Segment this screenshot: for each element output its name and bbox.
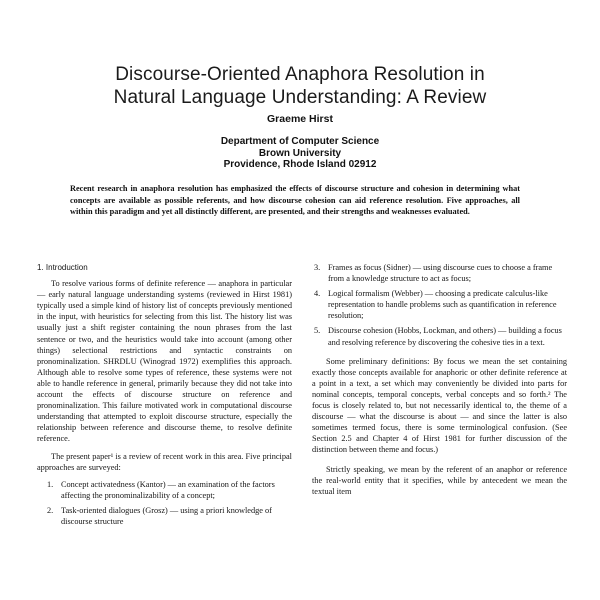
- list-item-number: 5.: [314, 326, 321, 336]
- affiliation: [0, 136, 600, 171]
- list-item-text: Task-oriented dialogues (Grosz) — using a priori knowledge of discourse structure: [61, 505, 272, 526]
- strictly-speaking-paragraph: Strictly speaking, we mean by the referent of an anaphor or reference the real-world entity that it specifies, while by antecedent we mean the textual item: [312, 464, 567, 496]
- affiliation-university: Brown University: [258, 147, 342, 159]
- list-item: [312, 288, 567, 321]
- intro-paragraph: To resolve various forms of definite reference — anaphora in particular — early natural language understanding systems (reviewed in Hirst 1981) typically used a simple kind of history list of concepts previously mentioned in the input, with heuristics for selecting from this list. The history list was usually just a shift register containing the noun phrases from the last sentence or two, and the heuristics would take into account (among other things) selectional restrictions and syntactic constraints on pronominalization. SHRDLU (Winograd 1972) exemplifies this approach. Although able to resolve some types of reference, these systems were not able to handle reference in general, primarily because they did not take into account the effects of discourse structure on reference and pronominalization. This failure motivated work in computational discourse understanding that attempted to exploit discourse structure, especially the relationship between reference and discourse theme, to resolve definite reference.: [37, 279, 292, 444]
- author-name: Graeme Hirst: [267, 113, 333, 125]
- list-item-text: Logical formalism (Webber) — choosing a predicate calculus-like representation to handle problems such as quantification in reference resolution;: [328, 289, 557, 321]
- right-column: [312, 262, 567, 503]
- list-item-number: 2.: [47, 505, 54, 515]
- left-column: [37, 262, 292, 531]
- paper-title: [40, 63, 560, 109]
- approaches-list-right: [312, 262, 567, 348]
- definitions-paragraph: Some preliminary definitions: By focus we mean the set containing exactly those concepts available for anaphoric or other definite reference at a point in a text, a set which may conveniently be divided into parts for nominal concepts, temporal concepts, verbal concepts and so forth.² The focus is closely related to, but not necessarily identical to, the theme of a discourse — what the discourse is about — and since the latter is also sometimes termed focus, there is some terminological confusion. (See Section 2.5 and Chapter 4 of Hirst 1981 for further discussion of the distinction between theme and focus.): [312, 356, 567, 455]
- abstract: Recent research in anaphora resolution has emphasized the effects of discourse structure and cohesion in determining what concepts are available as possible referents, and how discourse cohesion can aid reference resolution. Five approaches, all within this paradigm and yet all distinctly different, are presented, and their strengths and weaknesses evaluated.: [70, 184, 520, 217]
- title-line-2: Natural Language Understanding: A Review: [113, 87, 487, 108]
- title-line-1: Discourse-Oriented Anaphora Resolution in: [115, 64, 485, 85]
- list-item: [312, 262, 567, 284]
- approaches-list-left: [37, 479, 292, 527]
- present-paper-paragraph: The present paper¹ is a review of recent work in this area. Five principal approaches are surveyed:: [37, 451, 292, 472]
- list-item-text: Discourse cohesion (Hobbs, Lockman, and others) — building a focus and resolving reference by discovering the cohesive ties in a text.: [328, 326, 562, 347]
- section-heading: 1. Introduction: [37, 263, 88, 272]
- list-item: [312, 325, 567, 347]
- list-item: [37, 505, 292, 527]
- list-item: [37, 479, 292, 501]
- list-item-text: Frames as focus (Sidner) — using discourse cues to choose a frame from a knowledge structure to act as focus;: [328, 263, 553, 284]
- list-item-text: Concept activatedness (Kantor) — an examination of the factors affecting the pronominalizability of a concept;: [61, 479, 275, 500]
- list-item-number: 4.: [314, 289, 321, 299]
- affiliation-address: Providence, Rhode Island 02912: [223, 159, 377, 170]
- list-item-number: 1.: [47, 479, 54, 489]
- affiliation-department: Department of Computer Science: [220, 136, 380, 147]
- list-item-number: 3.: [314, 263, 321, 272]
